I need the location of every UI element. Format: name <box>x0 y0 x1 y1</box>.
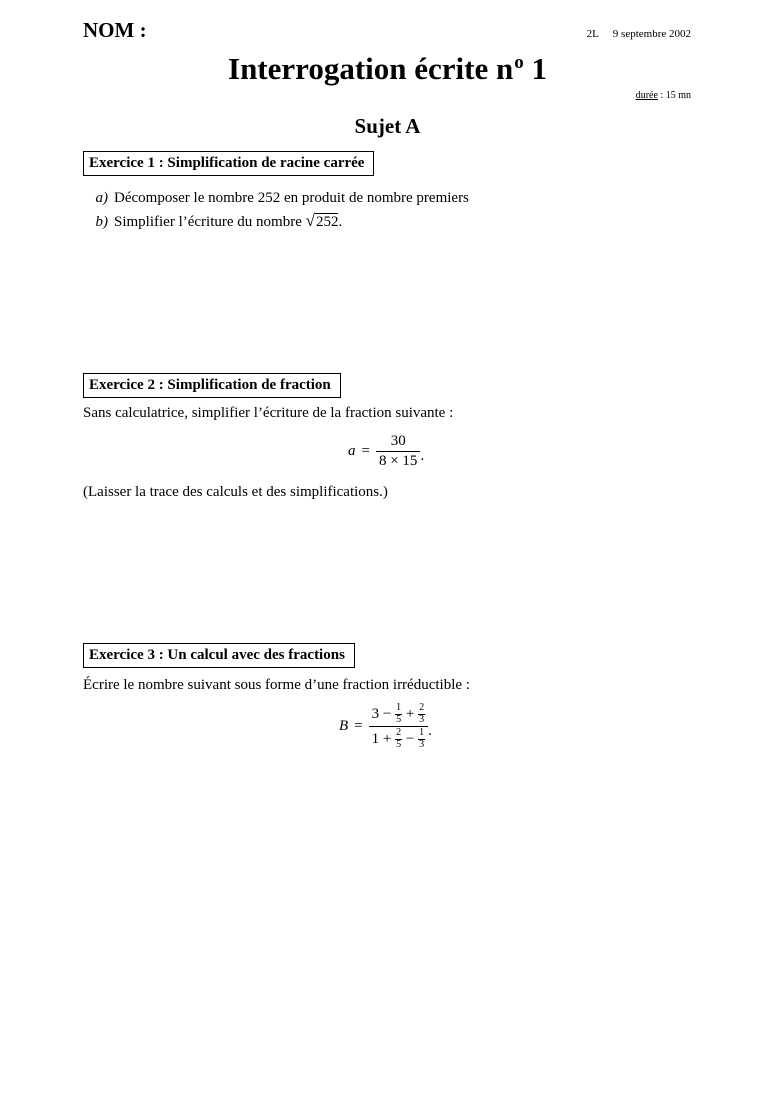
compound-fraction <box>369 703 428 750</box>
small-fraction: $\frac{1}{5}$ <box>396 702 402 725</box>
fraction <box>376 433 420 470</box>
exercise-1-item-a: a) Décomposer le nombre 252 en produit de nombre premiers <box>95 190 469 206</box>
exercise-2-title: Exercice 2 : Simplification de fraction <box>83 373 341 398</box>
exercise-2-note: (Laisser la trace des calculs et des simplifications.) <box>83 484 388 500</box>
small-fraction: $\frac{2}{5}$ <box>396 727 402 750</box>
exercise-3-title: Exercice 3 : Un calcul avec des fractions <box>83 643 355 668</box>
exam-date: 9 septembre 2002 <box>612 28 691 40</box>
duration-value: : 15 mn <box>657 90 691 101</box>
compound-numerator: 3 − $\frac{1}{5}$ + $\frac{2}{3}$ <box>371 702 425 725</box>
page-title: Interrogation écrite $n^o$ 1 <box>228 51 547 86</box>
exercise-1-title: Exercice 1 : Simplification de racine carrée <box>83 151 374 176</box>
exercise-2-equation: a = $\frac{30}{8 \times 15}$ . <box>348 433 425 469</box>
denominator: 8 × 15 <box>376 451 420 470</box>
exercise-1-item-b: b) Simplifier l’écriture du nombre √252. <box>95 211 343 230</box>
exercise-3-intro: Écrire le nombre suivant sous forme d’une fraction irréductible : <box>83 677 470 693</box>
subject-heading: Sujet A <box>354 114 421 138</box>
duration-label: durée <box>635 90 658 101</box>
small-fraction: $\frac{2}{3}$ <box>419 702 425 725</box>
duration <box>636 90 691 101</box>
name-field-label: NOM : <box>83 18 147 42</box>
compound-denominator: 1 + $\frac{2}{5}$ − $\frac{1}{3}$ <box>369 726 428 750</box>
class-and-date <box>587 28 691 40</box>
exercise-2-intro: Sans calculatrice, simplifier l’écriture de la fraction suivante : <box>83 405 454 421</box>
numerator: 30 <box>390 433 406 449</box>
small-fraction: $\frac{1}{3}$ <box>419 727 425 750</box>
square-root: √252 <box>305 211 339 230</box>
class-code: 2L <box>586 28 599 40</box>
exercise-3-equation: B = 3 − $\frac{1}{5}$ + $\frac{2}{3}$ 1 + $\frac{2}{5}$ − $\frac{1}{3}$ . <box>339 702 432 750</box>
